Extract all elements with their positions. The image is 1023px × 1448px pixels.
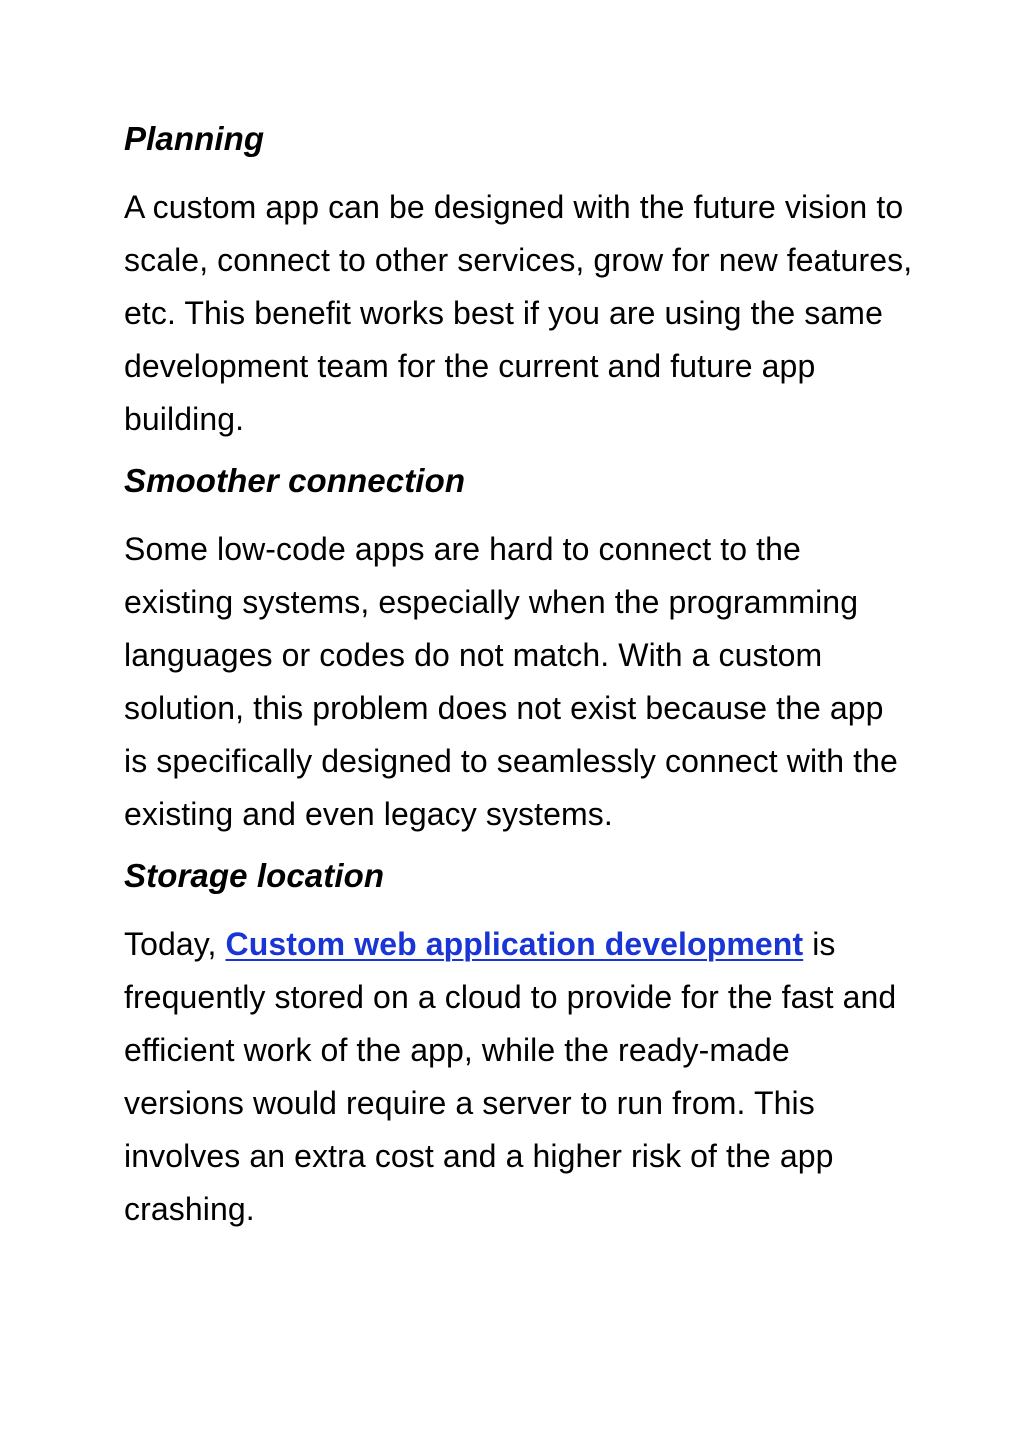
section-heading-smoother-connection: Smoother connection — [124, 461, 466, 499]
section-planning — [124, 118, 914, 446]
body-prefix: Today, — [124, 925, 226, 962]
custom-web-application-development-link[interactable]: Custom web application development — [225, 925, 804, 962]
section-smoother-connection — [124, 460, 914, 841]
section-body-storage-location — [124, 918, 914, 1236]
document-page — [124, 118, 914, 1250]
section-storage-location — [124, 855, 914, 1236]
body-suffix: is frequently stored on a cloud to provide for the fast and efficient work of the app, while the ready-made versions would require a server to run from. This involves an extra cost and a higher risk of the app crashing. — [124, 925, 897, 1227]
section-body-smoother-connection: Some low-code apps are hard to connect to the existing systems, especially when the programming languages or codes do not match. With a custom solution, this problem does not exist because the app is specifically designed to seamlessly connect with the existing and even legacy systems. — [124, 530, 898, 832]
section-heading-storage-location: Storage location — [124, 856, 385, 894]
section-heading-planning: Planning — [124, 120, 265, 157]
section-body-planning: A custom app can be designed with the future vision to scale, connect to other services, grow for new features, etc. This benefit works best if you are using the same development team for the current and future app building. — [124, 188, 913, 437]
